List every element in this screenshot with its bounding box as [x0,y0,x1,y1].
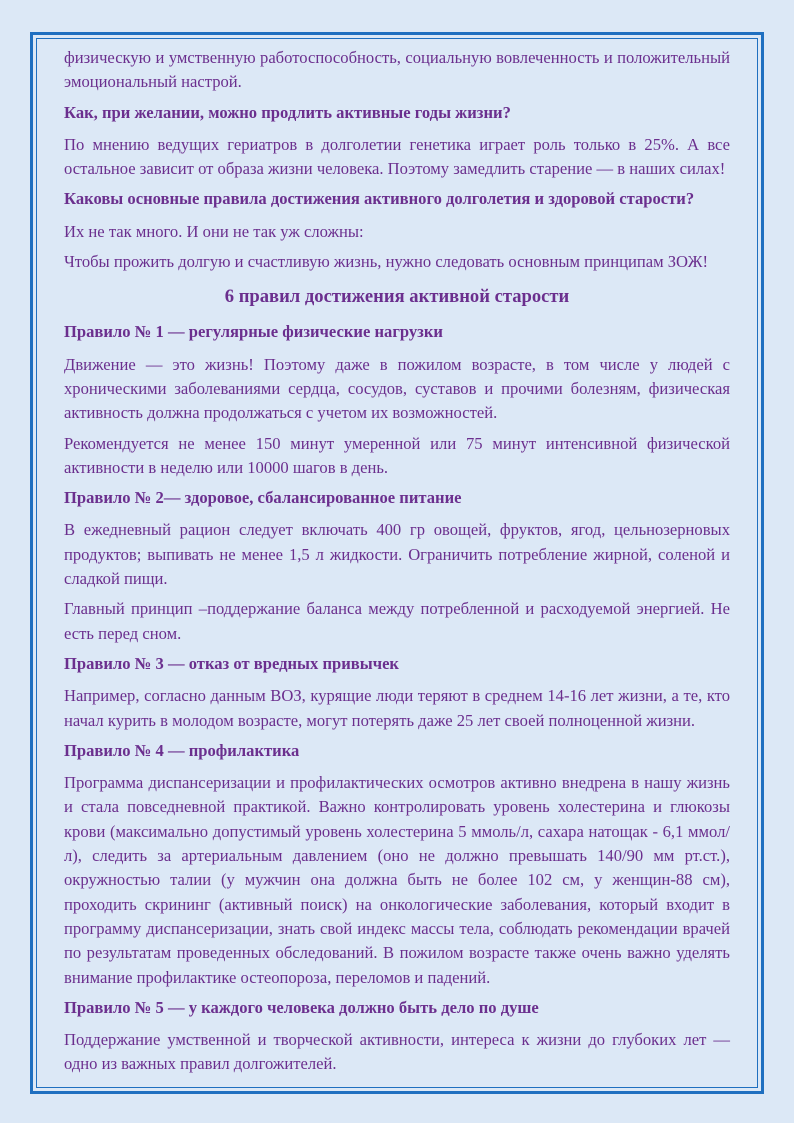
rule-3 [64,652,730,733]
rule-4 [64,739,730,990]
rule-paragraph: Например, согласно данным ВОЗ, курящие люди теряют в среднем 14-16 лет жизни, а те, кто начал курить в молодом возрасте, могут потерять даже 25 лет своей полноценной жизни. [64,686,730,730]
rule-paragraph: Главный принцип –поддержание баланса между потребленной и расходуемой энергией. Не есть перед сном. [64,599,730,643]
rule-5 [64,996,730,1077]
rule-title: Правило № 3 — отказ от вредных привычек [64,653,399,673]
rule-title: Правило № 1 — регулярные физические нагрузки [64,322,443,342]
answer-paragraph: По мнению ведущих гериатров в долголетии генетика играет роль только в 25%. А все остальное зависит от образа жизни человека. Поэтому замедлить старение — в наших силах! [64,134,730,179]
rule-paragraph: В ежедневный рацион следует включать 400 гр овощей, фруктов, ягод, цельнозерновых продуктов; выпивать не менее 1,5 л жидкости. Ограничить потребление жирной, соленой и сладкой пищи. [64,520,730,589]
rule-title: Правило № 4 — профилактика [64,740,300,760]
rule-title: Правило № 5 — у каждого человека должно быть дело по душе [64,997,539,1017]
rule-paragraph: Поддержание умственной и творческой активности, интереса к жизни до глубоких лет — одно из важных правил долгожителей. [64,1030,730,1074]
rule-title: Правило № 2— здоровое, сбалансированное питание [64,488,462,508]
document-body [64,46,730,1083]
rule-2 [64,486,730,646]
rule-paragraph: Рекомендуется не менее 150 минут умеренной или 75 минут интенсивной физической активности в неделю или 10000 шагов в день. [64,433,730,477]
question-heading: Как, при желании, можно продлить активные годы жизни? [64,102,511,122]
intro-paragraph: физическую и умственную работоспособность, социальную вовлеченность и положительный эмоциональный настрой. [64,48,730,92]
section-title: 6 правил достижения активной старости [224,286,570,308]
answer-paragraph: Чтобы прожить долгую и счастливую жизнь, нужно следовать основным принципам ЗОЖ! [64,252,709,272]
answer-paragraph: Их не так много. И они не так уж сложны: [64,221,364,241]
rule-paragraph: Движение — это жизнь! Поэтому даже в пожилом возрасте, в том числе у людей с хроническими заболеваниями сердца, сосудов, суставов и прочими болезням, физическая активность должна продолжаться с учетом их возможностей. [64,354,730,423]
rule-1 [64,320,730,480]
question-heading: Каковы основные правила достижения активного долголетия и здоровой старости? [64,189,695,209]
rule-paragraph: Программа диспансеризации и профилактических осмотров активно внедрена в нашу жизнь и стала повседневной практикой. Важно контролировать уровень холестерина и глюкозы крови (максимально допустимый уровень холестерина 5 ммоль/л, сахара натощак - 6,1 ммол/л), следить за артериальным давлением (оно не должно превышать 140/90 мм рт.ст.), окружностью талии (у мужчин она должна быть не более 102 см, у женщин-88 см), проходить скрининг (активный поиск) на онкологические заболевания, который входит в программу диспансеризации, знать свой индекс массы тела, соблюдать рекомендации врачей по результатам проведенных обследований. В пожилом возрасте также очень важно уделять внимание профилактике остеопороза, переломов и падений. [64,773,730,987]
